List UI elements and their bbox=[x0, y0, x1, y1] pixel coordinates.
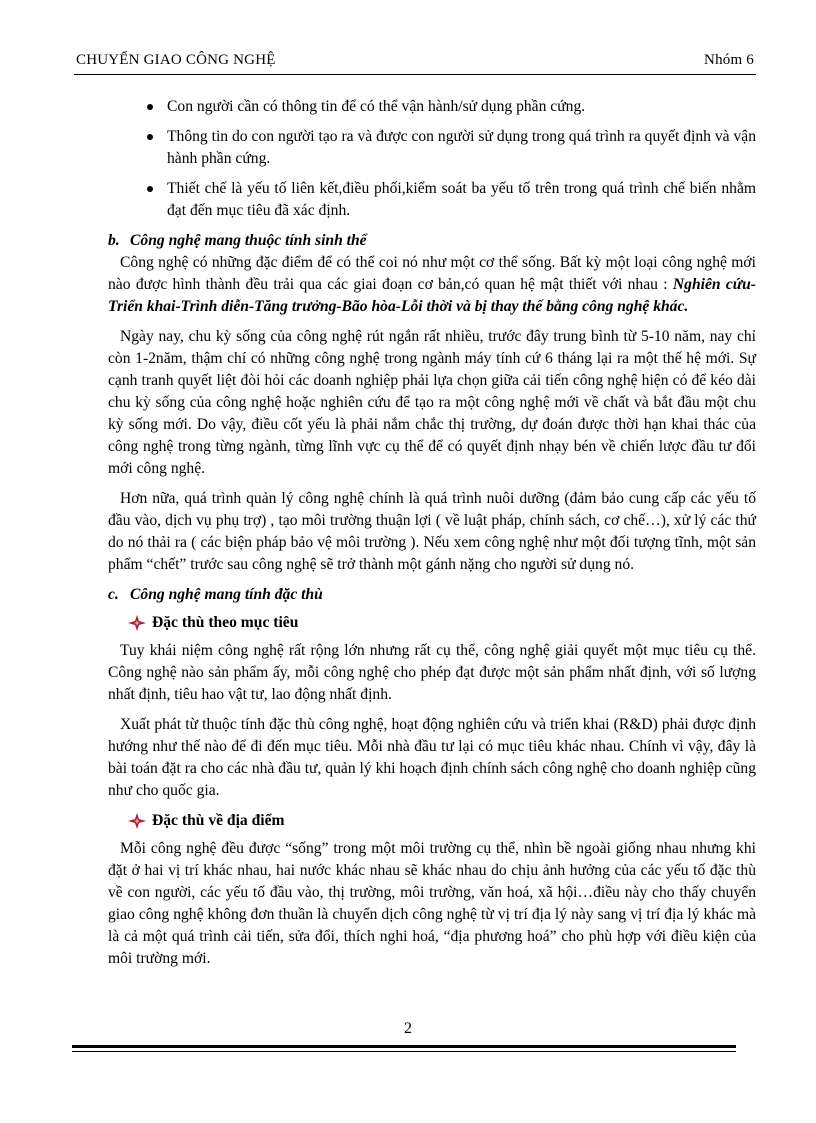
subheading-location-title: Đặc thù về địa điểm bbox=[152, 812, 285, 829]
list-item-text: Thông tin do con người tạo ra và được con người sử dụng trong quá trình ra quyết định và vận hành phần cứng. bbox=[167, 128, 756, 167]
section-b-p1-text: Công nghệ có những đặc điểm để có thể coi nó như một cơ thể sống. Bất kỳ một loại công nghệ mới nào được hình thành đều trải qua các giai đoạn cơ bản,có quan hệ mật thiết với nhau : bbox=[108, 254, 756, 293]
bullet-dot-icon bbox=[147, 134, 153, 140]
subheading-location bbox=[128, 810, 756, 832]
footer-divider-thick bbox=[72, 1045, 736, 1048]
header-group: Nhóm 6 bbox=[704, 52, 754, 68]
location-paragraph-1: Mỗi công nghệ đều được “sống” trong một môi trường cụ thể, nhìn bề ngoài giống nhau nhưng khi đặt ở hai vị trí khác nhau, hai nước khác nhau sẽ khác nhau do chịu ảnh hưởng của các yếu tố đặc thù về con người, các yếu tố đầu vào, thị trường, môi trường, văn hoá, xã hội…điều này cho thấy chuyển giao công nghệ không đơn thuần là chuyển dịch công nghệ từ vị trí địa lý này sang vị trí địa lý khác mà là cả một quá trình cải tiến, sửa đổi, thích nghi hoá, “địa phương hoá” cho phù hợp với điều kiện của môi trường mới. bbox=[108, 840, 756, 967]
subheading-target bbox=[128, 612, 756, 634]
section-b-p1-emphasis: Nghiên cứu-Triển khai-Trình diễn-Tăng trưởng-Bão hòa-Lỗi thời và bị thay thế bằng công nghệ khác. bbox=[108, 276, 757, 315]
list-item-text: Con người cần có thông tin để có thể vận hành/sử dụng phần cứng. bbox=[167, 98, 586, 115]
bullet-list bbox=[108, 96, 756, 222]
section-b-paragraph-1 bbox=[108, 252, 756, 318]
section-c-heading bbox=[108, 584, 756, 606]
section-b-paragraph-3: Hơn nữa, quá trình quản lý công nghệ chính là quá trình nuôi dưỡng (đảm bảo cung cấp các yếu tố đầu vào, dịch vụ phụ trợ) , tạo môi trường thuận lợi ( về luật pháp, chính sách, cơ chế…), xử lý các thứ do nó thải ra ( các biện pháp bảo vệ môi trường ). Nếu xem công nghệ như một đối tượng tĩnh, một sản phẩm “chết” trước sau công nghệ sẽ trở thành một gánh nặng cho người sử dụng nó. bbox=[108, 490, 756, 573]
page-content bbox=[108, 96, 756, 978]
page-number: 2 bbox=[404, 1020, 412, 1037]
target-paragraph-1: Tuy khái niệm công nghệ rất rộng lớn nhưng rất cụ thể, công nghệ giải quyết một mục tiêu cụ thể. Công nghệ nào sản phẩm ấy, mỗi công nghệ cho phép đạt được một sản phẩm nhất định, với số lượng nhất định, tiêu hao vật tư, lao động nhất định. bbox=[108, 642, 756, 703]
section-c-letter: c. bbox=[108, 586, 119, 603]
bullet-dot-icon bbox=[147, 186, 153, 192]
section-c-title: Công nghệ mang tính đặc thù bbox=[130, 586, 323, 603]
section-b-paragraph-2: Ngày nay, chu kỳ sống của công nghệ rút ngắn rất nhiều, trước đây trung bình từ 5-10 năm, nay chỉ còn 1-2năm, thậm chí có những công nghệ trong ngành máy tính cứ 6 tháng lại ra một thế hệ mới. Sự cạnh tranh quyết liệt đòi hỏi các doanh nghiệp phải lựa chọn giữa cải tiến công nghệ hiện có để kéo dài chu kỳ sống của công nghệ hoặc nghiên cứu để tạo ra một công nghệ mới về chất và bắt đầu một chu kỳ sống mới. Do vậy, điều cốt yếu là phải nắm chắc thị trường, dự đoán được thời hạn khai thác của công nghệ trong từng ngành, từng lĩnh vực cụ thể để có quyết định nhạy bén về chiến lược đầu tư đổi mới công nghệ. bbox=[108, 328, 756, 477]
header-divider bbox=[74, 74, 756, 75]
four-point-star-bullet-icon bbox=[128, 615, 146, 631]
list-item bbox=[108, 126, 756, 170]
list-item bbox=[108, 96, 756, 118]
section-b-title: Công nghệ mang thuộc tính sinh thể bbox=[130, 232, 367, 249]
footer-divider-thin bbox=[72, 1051, 736, 1052]
bullet-dot-icon bbox=[147, 104, 153, 110]
list-item bbox=[108, 178, 756, 222]
page-header bbox=[76, 52, 754, 74]
section-b-heading bbox=[108, 230, 756, 252]
subheading-target-title: Đặc thù theo mục tiêu bbox=[152, 614, 299, 631]
four-point-star-bullet-icon bbox=[128, 813, 146, 829]
list-item-text: Thiết chế là yếu tố liên kết,điều phối,kiểm soát ba yếu tố trên trong quá trình chế biến nhằm đạt đến mục tiêu đã xác định. bbox=[167, 180, 756, 219]
header-title: CHUYỂN GIAO CÔNG NGHỆ bbox=[76, 52, 276, 68]
section-b-letter: b. bbox=[108, 232, 120, 249]
target-paragraph-2: Xuất phát từ thuộc tính đặc thù công nghệ, hoạt động nghiên cứu và triển khai (R&D) phải được định hướng như thế nào để đi đến mục tiêu. Mỗi nhà đầu tư lại có mục tiêu khác nhau. Chính vì vậy, đây là bài toán đặt ra cho các nhà đầu tư, quản lý khi hoạch định chính sách công nghệ cho doanh nghiệp cũng như cho quốc gia. bbox=[108, 716, 756, 799]
